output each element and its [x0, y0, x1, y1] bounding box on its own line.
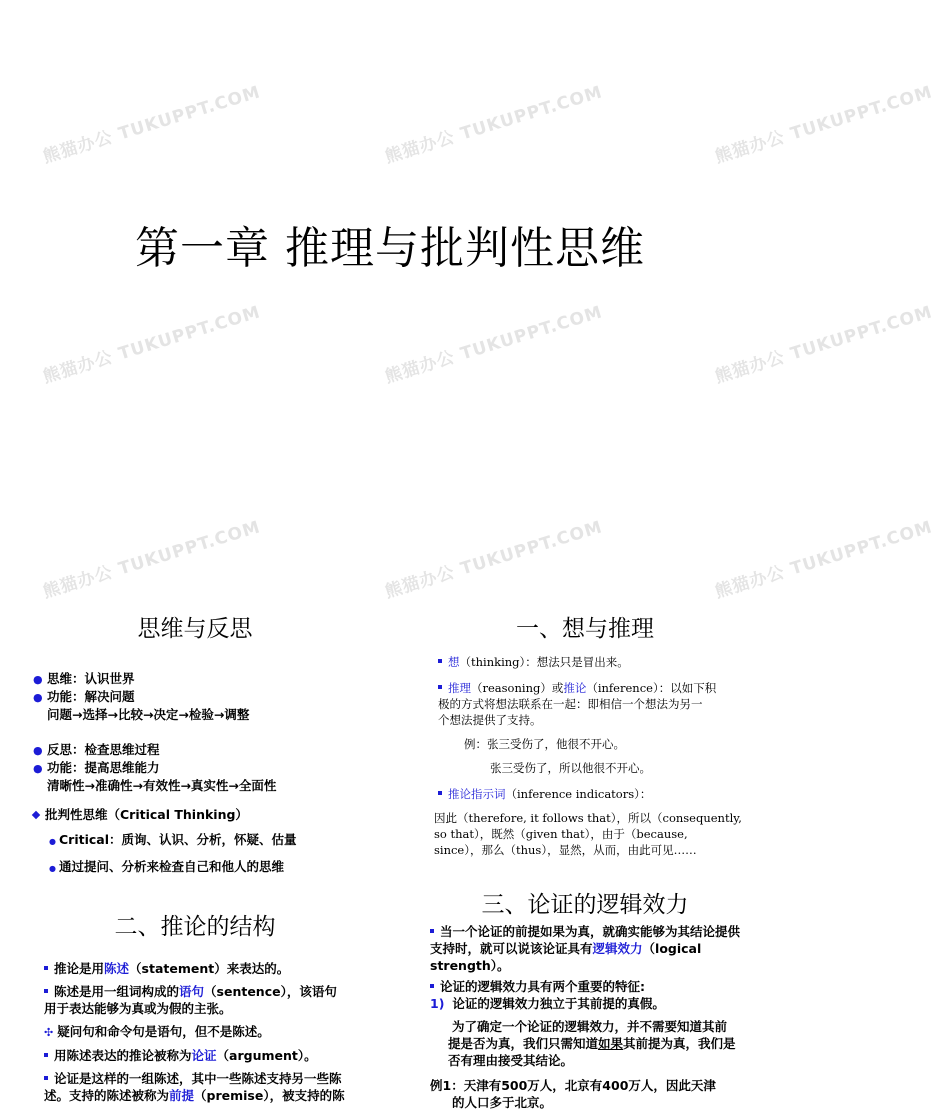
watermark: 熊猫办公 TUKUPPT.COM — [712, 517, 935, 603]
list-item: 推论是用陈述（statement）来表达的。 — [44, 960, 384, 977]
square-bullet-icon — [438, 685, 442, 689]
square-bullet-icon — [44, 966, 48, 970]
list-item: 用陈述表达的推论被称为论证（argument）。 — [44, 1047, 384, 1064]
list-item: ● 思维：认识世界 — [33, 671, 135, 686]
slide-a-list — [33, 670, 383, 877]
square-bullet-icon — [44, 989, 48, 993]
watermark: 熊猫办公 TUKUPPT.COM — [712, 302, 935, 388]
watermark: 熊猫办公 TUKUPPT.COM — [712, 82, 935, 168]
list-item: ● Critical：质询、认识、分析，怀疑、估量 — [49, 832, 297, 847]
paragraph-line: 极的方式将想法联系在一起：即相信一个想法为另一 — [438, 697, 703, 711]
list-item: 推理（reasoning）或推论（inference）：以如下积 — [438, 680, 773, 696]
list-item: 论证的逻辑效力具有两个重要的特征: — [430, 978, 775, 995]
slide-c-heading: 二、推论的结构 — [114, 914, 276, 940]
list-item: 清晰性→准确性→有效性→真实性→全面性 — [47, 778, 277, 793]
diamond-bullet-icon — [32, 811, 40, 819]
paragraph-line: since），那么（thus），显然，从而，由此可见…… — [434, 843, 697, 857]
list-item: 当一个论证的前提如果为真，就确实能够为其结论提供 — [430, 923, 775, 940]
watermark: 熊猫办公 TUKUPPT.COM — [382, 82, 605, 168]
paragraph-line: 因此（therefore, it follows that），所以（consequently, — [434, 811, 742, 825]
paragraph-line: 为了确定一个论证的逻辑效力，并不需要知道其前 — [452, 1019, 728, 1034]
list-item: 问题→选择→比较→决定→检验→调整 — [47, 707, 250, 722]
star-bullet-icon: ✣ — [44, 1026, 54, 1039]
list-item: 论证是这样的一组陈述，其中一些陈述支持另一些陈 — [44, 1070, 384, 1087]
example-line: 张三受伤了，所以他很不开心。 — [490, 761, 651, 775]
watermark: 熊猫办公 TUKUPPT.COM — [40, 517, 263, 603]
square-bullet-icon — [44, 1053, 48, 1057]
watermark: 熊猫办公 TUKUPPT.COM — [40, 82, 263, 168]
paragraph-line: 述。支持的陈述被称为前提（premise），被支持的陈 — [44, 1088, 345, 1103]
list-item: ● 功能：解决问题 — [33, 689, 135, 704]
watermark: 熊猫办公 TUKUPPT.COM — [40, 302, 263, 388]
list-item: 批判性思维（Critical Thinking） — [33, 806, 383, 823]
list-item: 1) 论证的逻辑效力独立于其前提的真假。 — [430, 996, 665, 1011]
slide-b-body — [434, 654, 773, 858]
list-item: ● 反思：检查思维过程 — [33, 742, 160, 757]
watermark: 熊猫办公 TUKUPPT.COM — [382, 517, 605, 603]
paragraph-line: so that），既然（given that），由于（because, — [434, 827, 688, 841]
paragraph-line: 提是否为真，我们只需知道如果其前提为真，我们是 — [448, 1036, 736, 1051]
square-bullet-icon — [430, 929, 434, 933]
list-item: 想（thinking）：想法只是冒出来。 — [438, 654, 773, 670]
square-bullet-icon — [438, 659, 442, 663]
paragraph-line: 支持时，就可以说该论证具有逻辑效力（logical — [430, 941, 702, 956]
list-item: 推论指示词（inference indicators）： — [438, 786, 773, 802]
slide-a-heading: 思维与反思 — [137, 616, 253, 642]
paragraph-line: 否有理由接受其结论。 — [448, 1053, 574, 1068]
list-item: ● 通过提问、分析来检查自己和他人的思维 — [49, 859, 285, 874]
chapter-title: 第一章 推理与批判性思维 — [135, 223, 645, 274]
paragraph-line: 个想法提供了支持。 — [438, 713, 542, 727]
watermark: 熊猫办公 TUKUPPT.COM — [382, 302, 605, 388]
slide-d-body — [430, 923, 775, 1111]
list-item: ✣ 疑问句和命令句是语句，但不是陈述。 — [44, 1024, 270, 1039]
example-line: 例1：天津有500万人，北京有400万人，因此天津 — [430, 1078, 716, 1093]
slide-d-heading: 三、论证的逻辑效力 — [481, 892, 689, 918]
list-item: 陈述是用一组词构成的语句（sentence），该语句 — [44, 983, 384, 1000]
square-bullet-icon — [430, 984, 434, 988]
square-bullet-icon — [438, 791, 442, 795]
list-item: ● 功能：提高思维能力 — [33, 760, 160, 775]
paragraph-line: strength）。 — [430, 958, 510, 973]
square-bullet-icon — [44, 1076, 48, 1080]
paragraph-line: 用于表达能够为真或为假的主张。 — [44, 1001, 232, 1016]
example-line: 例：张三受伤了，他很不开心。 — [464, 737, 625, 751]
example-line: 的人口多于北京。 — [452, 1095, 553, 1110]
slide-c-body — [44, 960, 384, 1104]
slide-b-heading: 一、想与推理 — [516, 616, 654, 642]
